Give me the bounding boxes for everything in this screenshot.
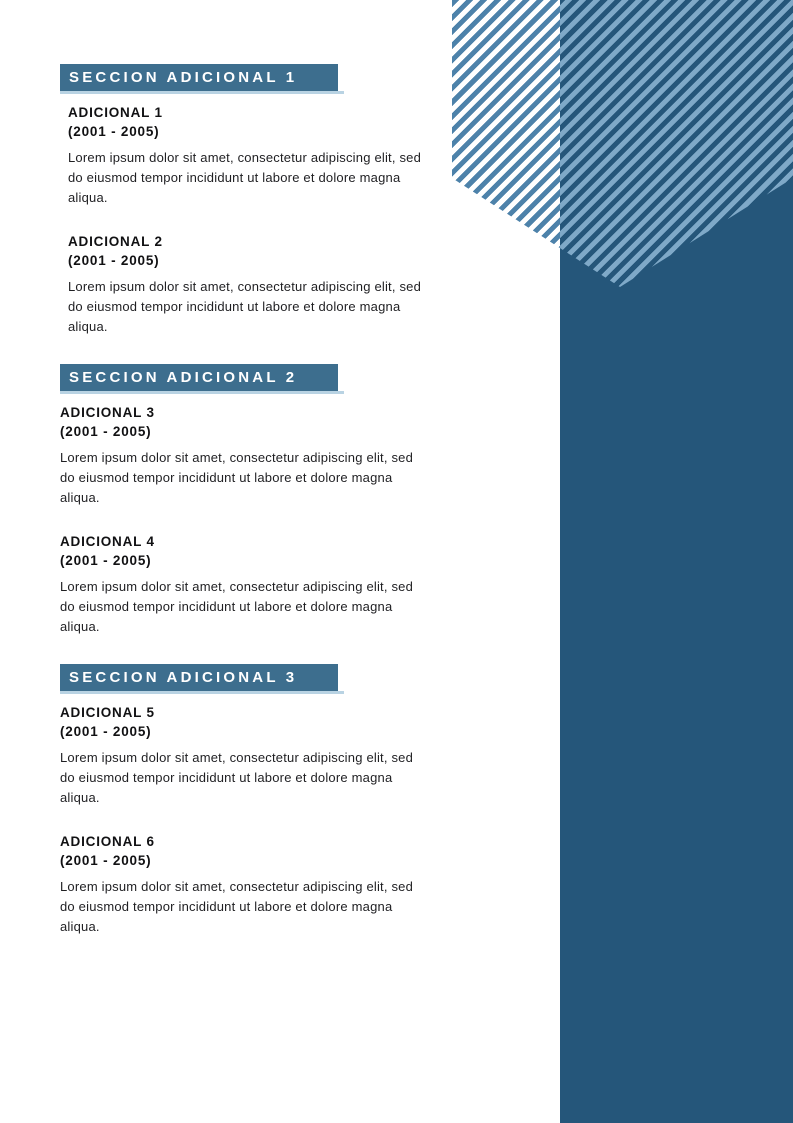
- entry-body: Lorem ipsum dolor sit amet, consectetur adipiscing elit, sed do eiusmod tempor incididunt ut labore et dolore magna aliqua.: [60, 879, 414, 934]
- main-content: [60, 64, 460, 937]
- entry-period: (2001 - 2005): [60, 424, 152, 439]
- section-header-bar: [60, 364, 338, 391]
- section-title: SECCION ADICIONAL 3: [69, 669, 298, 686]
- entry: [68, 232, 460, 337]
- entry-body: Lorem ipsum dolor sit amet, consectetur adipiscing elit, sed do eiusmod tempor incididunt ut labore et dolore magna aliqua.: [60, 750, 414, 805]
- entry-title: ADICIONAL 2: [68, 234, 163, 249]
- entry-title: ADICIONAL 3: [60, 405, 155, 420]
- section-title: SECCION ADICIONAL 2: [69, 369, 298, 386]
- entry-body: Lorem ipsum dolor sit amet, consectetur adipiscing elit, sed do eiusmod tempor incididunt ut labore et dolore magna aliqua.: [60, 450, 414, 505]
- entry-period: (2001 - 2005): [60, 853, 152, 868]
- entry-period: (2001 - 2005): [60, 553, 152, 568]
- entry-title: ADICIONAL 5: [60, 705, 155, 720]
- entry-body: Lorem ipsum dolor sit amet, consectetur adipiscing elit, sed do eiusmod tempor incididunt ut labore et dolore magna aliqua.: [60, 579, 414, 634]
- entry-body: Lorem ipsum dolor sit amet, consectetur adipiscing elit, sed do eiusmod tempor incididunt ut labore et dolore magna aliqua.: [68, 150, 422, 205]
- section-title: SECCION ADICIONAL 1: [69, 69, 298, 86]
- entry: [68, 103, 460, 208]
- entry-title: ADICIONAL 6: [60, 834, 155, 849]
- entry: [60, 703, 460, 808]
- entry: [60, 532, 460, 637]
- entry: [60, 403, 460, 508]
- section-adicional-1: [60, 64, 460, 337]
- entry-period: (2001 - 2005): [68, 253, 160, 268]
- entry-title: ADICIONAL 1: [68, 105, 163, 120]
- entry-period: (2001 - 2005): [60, 724, 152, 739]
- section-header-bar: [60, 64, 338, 91]
- entry-body: Lorem ipsum dolor sit amet, consectetur adipiscing elit, sed do eiusmod tempor incididunt ut labore et dolore magna aliqua.: [68, 279, 422, 334]
- section-header-bar: [60, 664, 338, 691]
- entry: [60, 832, 460, 937]
- entry-title: ADICIONAL 4: [60, 534, 155, 549]
- sidebar-panel: [560, 0, 793, 1123]
- section-adicional-3: [60, 664, 460, 937]
- section-adicional-2: [60, 364, 460, 637]
- entry-period: (2001 - 2005): [68, 124, 160, 139]
